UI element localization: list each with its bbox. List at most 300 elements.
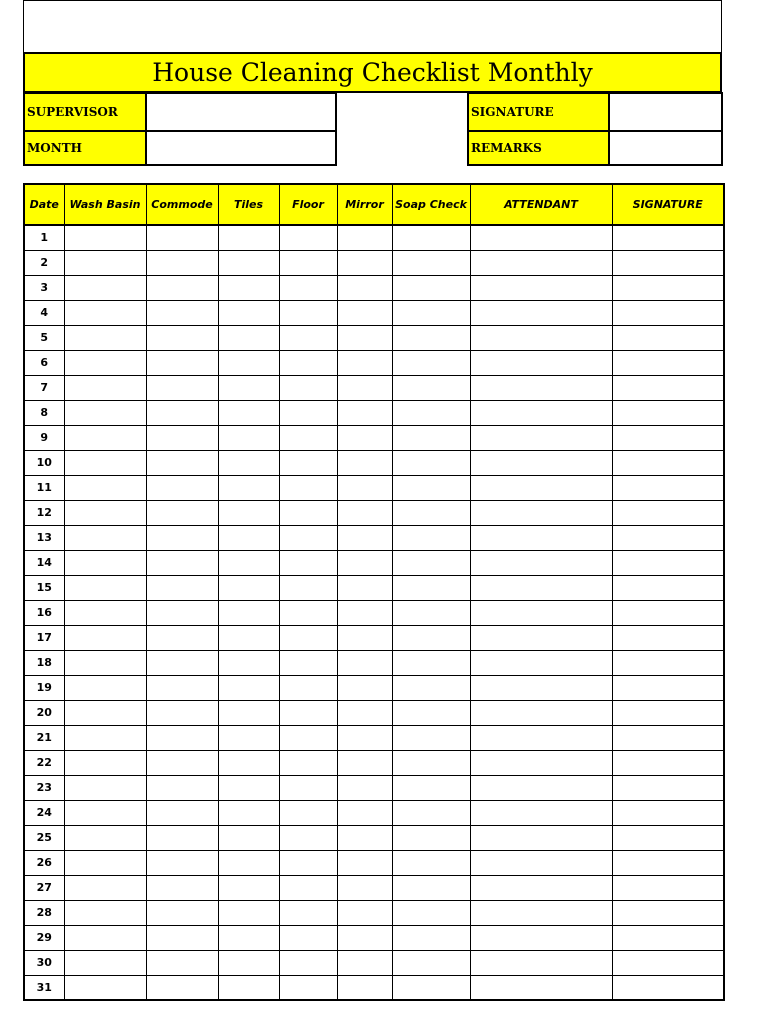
soap-check-cell[interactable] <box>392 875 470 900</box>
date-cell: 17 <box>24 625 64 650</box>
wash-basin-cell[interactable] <box>64 475 146 500</box>
attendant-cell[interactable] <box>470 700 612 725</box>
attendant-cell[interactable] <box>470 650 612 675</box>
date-cell: 6 <box>24 350 64 375</box>
commode-cell[interactable] <box>146 900 218 925</box>
signature-cell[interactable] <box>612 675 724 700</box>
wash-basin-cell[interactable] <box>64 500 146 525</box>
wash-basin-cell[interactable] <box>64 750 146 775</box>
tiles-cell[interactable] <box>218 225 279 250</box>
commode-cell[interactable] <box>146 225 218 250</box>
floor-cell[interactable] <box>279 300 337 325</box>
soap-check-cell[interactable] <box>392 500 470 525</box>
soap-check-cell[interactable] <box>392 575 470 600</box>
commode-cell[interactable] <box>146 250 218 275</box>
soap-check-cell[interactable] <box>392 850 470 875</box>
commode-cell[interactable] <box>146 950 218 975</box>
table-row <box>24 425 724 450</box>
wash-basin-cell[interactable] <box>64 375 146 400</box>
wash-basin-cell[interactable] <box>64 800 146 825</box>
attendant-cell[interactable] <box>470 350 612 375</box>
commode-cell[interactable] <box>146 675 218 700</box>
signature-cell[interactable] <box>612 625 724 650</box>
commode-cell[interactable] <box>146 825 218 850</box>
signature-cell[interactable] <box>612 475 724 500</box>
mirror-cell[interactable] <box>337 350 392 375</box>
table-row <box>24 250 724 275</box>
signature-label: SIGNATURE <box>467 92 610 132</box>
mirror-cell[interactable] <box>337 975 392 1000</box>
date-cell: 20 <box>24 700 64 725</box>
tiles-cell[interactable] <box>218 850 279 875</box>
wash-basin-cell[interactable] <box>64 650 146 675</box>
date-cell: 28 <box>24 900 64 925</box>
floor-cell[interactable] <box>279 975 337 1000</box>
supervisor-field[interactable] <box>145 92 337 132</box>
tiles-cell[interactable] <box>218 725 279 750</box>
commode-cell[interactable] <box>146 925 218 950</box>
mirror-cell[interactable] <box>337 325 392 350</box>
table-row <box>24 275 724 300</box>
table-row <box>24 600 724 625</box>
floor-cell[interactable] <box>279 250 337 275</box>
table-row <box>24 725 724 750</box>
signature-cell[interactable] <box>612 875 724 900</box>
attendant-cell[interactable] <box>470 375 612 400</box>
attendant-cell[interactable] <box>470 975 612 1000</box>
soap-check-cell[interactable] <box>392 475 470 500</box>
floor-cell[interactable] <box>279 600 337 625</box>
tiles-cell[interactable] <box>218 800 279 825</box>
tiles-cell[interactable] <box>218 600 279 625</box>
wash-basin-cell[interactable] <box>64 600 146 625</box>
attendant-cell[interactable] <box>470 800 612 825</box>
date-cell: 15 <box>24 575 64 600</box>
floor-cell[interactable] <box>279 575 337 600</box>
mirror-cell[interactable] <box>337 475 392 500</box>
commode-cell[interactable] <box>146 425 218 450</box>
tiles-cell[interactable] <box>218 825 279 850</box>
floor-cell[interactable] <box>279 225 337 250</box>
soap-check-cell[interactable] <box>392 625 470 650</box>
date-cell: 18 <box>24 650 64 675</box>
floor-cell[interactable] <box>279 350 337 375</box>
signature-cell[interactable] <box>612 850 724 875</box>
commode-cell[interactable] <box>146 500 218 525</box>
commode-cell[interactable] <box>146 325 218 350</box>
date-cell: 14 <box>24 550 64 575</box>
column-header-floor: Floor <box>279 184 337 225</box>
column-header-soap-check: Soap Check <box>392 184 470 225</box>
signature-cell[interactable] <box>612 825 724 850</box>
soap-check-cell[interactable] <box>392 800 470 825</box>
soap-check-cell[interactable] <box>392 325 470 350</box>
floor-cell[interactable] <box>279 750 337 775</box>
date-cell: 8 <box>24 400 64 425</box>
attendant-cell[interactable] <box>470 925 612 950</box>
attendant-cell[interactable] <box>470 325 612 350</box>
tiles-cell[interactable] <box>218 775 279 800</box>
attendant-cell[interactable] <box>470 675 612 700</box>
soap-check-cell[interactable] <box>392 650 470 675</box>
soap-check-cell[interactable] <box>392 825 470 850</box>
mirror-cell[interactable] <box>337 675 392 700</box>
mirror-cell[interactable] <box>337 950 392 975</box>
commode-cell[interactable] <box>146 625 218 650</box>
soap-check-cell[interactable] <box>392 300 470 325</box>
floor-cell[interactable] <box>279 950 337 975</box>
soap-check-cell[interactable] <box>392 375 470 400</box>
tiles-cell[interactable] <box>218 375 279 400</box>
signature-cell[interactable] <box>612 650 724 675</box>
wash-basin-cell[interactable] <box>64 875 146 900</box>
commode-cell[interactable] <box>146 275 218 300</box>
mirror-cell[interactable] <box>337 875 392 900</box>
floor-cell[interactable] <box>279 700 337 725</box>
floor-cell[interactable] <box>279 475 337 500</box>
signature-cell[interactable] <box>612 450 724 475</box>
table-row <box>24 500 724 525</box>
mirror-cell[interactable] <box>337 900 392 925</box>
mirror-cell[interactable] <box>337 575 392 600</box>
mirror-cell[interactable] <box>337 450 392 475</box>
date-cell: 19 <box>24 675 64 700</box>
tiles-cell[interactable] <box>218 425 279 450</box>
soap-check-cell[interactable] <box>392 725 470 750</box>
mirror-cell[interactable] <box>337 850 392 875</box>
signature-cell[interactable] <box>612 725 724 750</box>
signature-cell[interactable] <box>612 775 724 800</box>
signature-cell[interactable] <box>612 375 724 400</box>
tiles-cell[interactable] <box>218 300 279 325</box>
tiles-cell[interactable] <box>218 350 279 375</box>
commode-cell[interactable] <box>146 575 218 600</box>
floor-cell[interactable] <box>279 450 337 475</box>
commode-cell[interactable] <box>146 450 218 475</box>
soap-check-cell[interactable] <box>392 950 470 975</box>
signature-cell[interactable] <box>612 600 724 625</box>
wash-basin-cell[interactable] <box>64 575 146 600</box>
attendant-cell[interactable] <box>470 950 612 975</box>
mirror-cell[interactable] <box>337 550 392 575</box>
floor-cell[interactable] <box>279 850 337 875</box>
signature-cell[interactable] <box>612 500 724 525</box>
wash-basin-cell[interactable] <box>64 450 146 475</box>
mirror-cell[interactable] <box>337 400 392 425</box>
wash-basin-cell[interactable] <box>64 700 146 725</box>
attendant-cell[interactable] <box>470 725 612 750</box>
soap-check-cell[interactable] <box>392 675 470 700</box>
commode-cell[interactable] <box>146 725 218 750</box>
soap-check-cell[interactable] <box>392 275 470 300</box>
attendant-cell[interactable] <box>470 425 612 450</box>
table-row <box>24 300 724 325</box>
mirror-cell[interactable] <box>337 250 392 275</box>
attendant-cell[interactable] <box>470 900 612 925</box>
wash-basin-cell[interactable] <box>64 225 146 250</box>
floor-cell[interactable] <box>279 425 337 450</box>
commode-cell[interactable] <box>146 650 218 675</box>
floor-cell[interactable] <box>279 675 337 700</box>
wash-basin-cell[interactable] <box>64 300 146 325</box>
mirror-cell[interactable] <box>337 775 392 800</box>
soap-check-cell[interactable] <box>392 775 470 800</box>
floor-cell[interactable] <box>279 875 337 900</box>
mirror-cell[interactable] <box>337 625 392 650</box>
table-row <box>24 575 724 600</box>
signature-cell[interactable] <box>612 800 724 825</box>
soap-check-cell[interactable] <box>392 425 470 450</box>
floor-cell[interactable] <box>279 375 337 400</box>
attendant-cell[interactable] <box>470 250 612 275</box>
commode-cell[interactable] <box>146 375 218 400</box>
attendant-cell[interactable] <box>470 450 612 475</box>
tiles-cell[interactable] <box>218 400 279 425</box>
mirror-cell[interactable] <box>337 700 392 725</box>
signature-cell[interactable] <box>612 325 724 350</box>
date-cell: 22 <box>24 750 64 775</box>
soap-check-cell[interactable] <box>392 600 470 625</box>
remarks-field[interactable] <box>608 130 723 166</box>
soap-check-cell[interactable] <box>392 225 470 250</box>
signature-cell[interactable] <box>612 575 724 600</box>
tiles-cell[interactable] <box>218 250 279 275</box>
commode-cell[interactable] <box>146 850 218 875</box>
floor-cell[interactable] <box>279 925 337 950</box>
wash-basin-cell[interactable] <box>64 975 146 1000</box>
commode-cell[interactable] <box>146 550 218 575</box>
month-field[interactable] <box>145 130 337 166</box>
commode-cell[interactable] <box>146 525 218 550</box>
table-row <box>24 625 724 650</box>
wash-basin-cell[interactable] <box>64 675 146 700</box>
signature-cell[interactable] <box>612 900 724 925</box>
tiles-cell[interactable] <box>218 975 279 1000</box>
wash-basin-cell[interactable] <box>64 850 146 875</box>
soap-check-cell[interactable] <box>392 250 470 275</box>
wash-basin-cell[interactable] <box>64 900 146 925</box>
table-row <box>24 450 724 475</box>
floor-cell[interactable] <box>279 800 337 825</box>
wash-basin-cell[interactable] <box>64 350 146 375</box>
floor-cell[interactable] <box>279 725 337 750</box>
tiles-cell[interactable] <box>218 900 279 925</box>
signature-cell[interactable] <box>612 225 724 250</box>
floor-cell[interactable] <box>279 900 337 925</box>
tiles-cell[interactable] <box>218 500 279 525</box>
signature-cell[interactable] <box>612 550 724 575</box>
date-cell: 7 <box>24 375 64 400</box>
table-row <box>24 875 724 900</box>
table-row <box>24 700 724 725</box>
date-cell: 21 <box>24 725 64 750</box>
floor-cell[interactable] <box>279 550 337 575</box>
wash-basin-cell[interactable] <box>64 400 146 425</box>
wash-basin-cell[interactable] <box>64 775 146 800</box>
tiles-cell[interactable] <box>218 750 279 775</box>
wash-basin-cell[interactable] <box>64 425 146 450</box>
date-cell: 23 <box>24 775 64 800</box>
table-row <box>24 225 724 250</box>
signature-field[interactable] <box>608 92 723 132</box>
date-cell: 1 <box>24 225 64 250</box>
wash-basin-cell[interactable] <box>64 250 146 275</box>
attendant-cell[interactable] <box>470 500 612 525</box>
mirror-cell[interactable] <box>337 925 392 950</box>
commode-cell[interactable] <box>146 475 218 500</box>
mirror-cell[interactable] <box>337 275 392 300</box>
tiles-cell[interactable] <box>218 700 279 725</box>
commode-cell[interactable] <box>146 300 218 325</box>
soap-check-cell[interactable] <box>392 550 470 575</box>
attendant-cell[interactable] <box>470 875 612 900</box>
tiles-cell[interactable] <box>218 450 279 475</box>
table-row <box>24 825 724 850</box>
tiles-cell[interactable] <box>218 675 279 700</box>
mirror-cell[interactable] <box>337 425 392 450</box>
mirror-cell[interactable] <box>337 800 392 825</box>
signature-cell[interactable] <box>612 700 724 725</box>
signature-cell[interactable] <box>612 350 724 375</box>
signature-cell[interactable] <box>612 925 724 950</box>
tiles-cell[interactable] <box>218 325 279 350</box>
wash-basin-cell[interactable] <box>64 275 146 300</box>
column-header-wash-basin: Wash Basin <box>64 184 146 225</box>
floor-cell[interactable] <box>279 625 337 650</box>
commode-cell[interactable] <box>146 750 218 775</box>
attendant-cell[interactable] <box>470 825 612 850</box>
floor-cell[interactable] <box>279 275 337 300</box>
column-header-signature: SIGNATURE <box>612 184 724 225</box>
wash-basin-cell[interactable] <box>64 725 146 750</box>
table-row <box>24 800 724 825</box>
mirror-cell[interactable] <box>337 600 392 625</box>
wash-basin-cell[interactable] <box>64 550 146 575</box>
tiles-cell[interactable] <box>218 475 279 500</box>
floor-cell[interactable] <box>279 775 337 800</box>
tiles-cell[interactable] <box>218 575 279 600</box>
mirror-cell[interactable] <box>337 525 392 550</box>
tiles-cell[interactable] <box>218 550 279 575</box>
wash-basin-cell[interactable] <box>64 925 146 950</box>
signature-cell[interactable] <box>612 275 724 300</box>
floor-cell[interactable] <box>279 325 337 350</box>
soap-check-cell[interactable] <box>392 900 470 925</box>
floor-cell[interactable] <box>279 825 337 850</box>
commode-cell[interactable] <box>146 975 218 1000</box>
signature-cell[interactable] <box>612 525 724 550</box>
attendant-cell[interactable] <box>470 400 612 425</box>
floor-cell[interactable] <box>279 500 337 525</box>
cleaning-log-table <box>23 183 725 1001</box>
attendant-cell[interactable] <box>470 750 612 775</box>
tiles-cell[interactable] <box>218 925 279 950</box>
commode-cell[interactable] <box>146 600 218 625</box>
signature-cell[interactable] <box>612 300 724 325</box>
attendant-cell[interactable] <box>470 625 612 650</box>
soap-check-cell[interactable] <box>392 750 470 775</box>
soap-check-cell[interactable] <box>392 925 470 950</box>
attendant-cell[interactable] <box>470 525 612 550</box>
commode-cell[interactable] <box>146 700 218 725</box>
mirror-cell[interactable] <box>337 375 392 400</box>
soap-check-cell[interactable] <box>392 700 470 725</box>
mirror-cell[interactable] <box>337 300 392 325</box>
tiles-cell[interactable] <box>218 875 279 900</box>
commode-cell[interactable] <box>146 775 218 800</box>
date-cell: 9 <box>24 425 64 450</box>
tiles-cell[interactable] <box>218 650 279 675</box>
table-row <box>24 675 724 700</box>
attendant-cell[interactable] <box>470 475 612 500</box>
mirror-cell[interactable] <box>337 825 392 850</box>
tiles-cell[interactable] <box>218 950 279 975</box>
attendant-cell[interactable] <box>470 850 612 875</box>
soap-check-cell[interactable] <box>392 975 470 1000</box>
tiles-cell[interactable] <box>218 525 279 550</box>
commode-cell[interactable] <box>146 800 218 825</box>
column-header-date: Date <box>24 184 64 225</box>
attendant-cell[interactable] <box>470 575 612 600</box>
date-cell: 29 <box>24 925 64 950</box>
mirror-cell[interactable] <box>337 750 392 775</box>
soap-check-cell[interactable] <box>392 450 470 475</box>
wash-basin-cell[interactable] <box>64 625 146 650</box>
signature-cell[interactable] <box>612 400 724 425</box>
mirror-cell[interactable] <box>337 725 392 750</box>
mirror-cell[interactable] <box>337 500 392 525</box>
mirror-cell[interactable] <box>337 225 392 250</box>
tiles-cell[interactable] <box>218 275 279 300</box>
commode-cell[interactable] <box>146 350 218 375</box>
attendant-cell[interactable] <box>470 275 612 300</box>
tiles-cell[interactable] <box>218 625 279 650</box>
commode-cell[interactable] <box>146 875 218 900</box>
wash-basin-cell[interactable] <box>64 525 146 550</box>
table-row <box>24 350 724 375</box>
mirror-cell[interactable] <box>337 650 392 675</box>
attendant-cell[interactable] <box>470 775 612 800</box>
date-cell: 10 <box>24 450 64 475</box>
signature-cell[interactable] <box>612 425 724 450</box>
signature-cell[interactable] <box>612 950 724 975</box>
soap-check-cell[interactable] <box>392 400 470 425</box>
table-row <box>24 775 724 800</box>
wash-basin-cell[interactable] <box>64 950 146 975</box>
wash-basin-cell[interactable] <box>64 325 146 350</box>
wash-basin-cell[interactable] <box>64 825 146 850</box>
table-row <box>24 475 724 500</box>
signature-cell[interactable] <box>612 750 724 775</box>
attendant-cell[interactable] <box>470 600 612 625</box>
floor-cell[interactable] <box>279 400 337 425</box>
date-cell: 26 <box>24 850 64 875</box>
table-row <box>24 550 724 575</box>
commode-cell[interactable] <box>146 400 218 425</box>
soap-check-cell[interactable] <box>392 525 470 550</box>
attendant-cell[interactable] <box>470 225 612 250</box>
floor-cell[interactable] <box>279 525 337 550</box>
attendant-cell[interactable] <box>470 550 612 575</box>
signature-cell[interactable] <box>612 975 724 1000</box>
date-cell: 13 <box>24 525 64 550</box>
signature-cell[interactable] <box>612 250 724 275</box>
soap-check-cell[interactable] <box>392 350 470 375</box>
attendant-cell[interactable] <box>470 300 612 325</box>
column-header-mirror: Mirror <box>337 184 392 225</box>
floor-cell[interactable] <box>279 650 337 675</box>
column-header-tiles: Tiles <box>218 184 279 225</box>
